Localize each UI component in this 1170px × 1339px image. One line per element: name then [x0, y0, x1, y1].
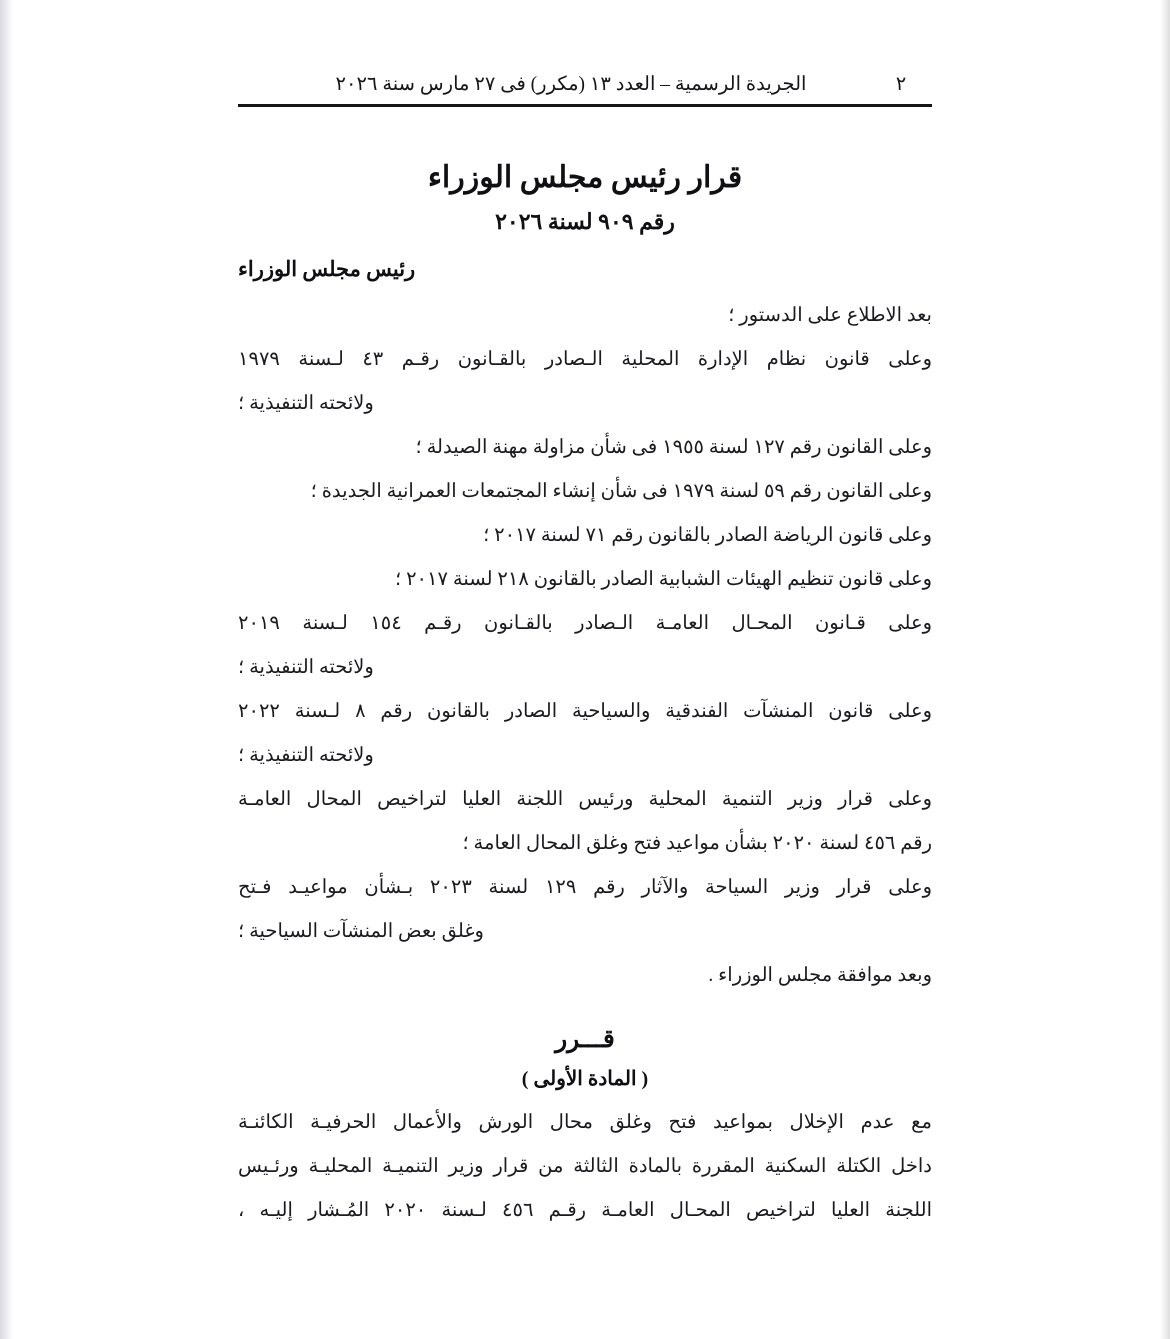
- decree-number: رقم ٩٠٩ لسنة ٢٠٢٦: [495, 209, 675, 234]
- recital-public-shops-law-154-2019-line: ولائحته التنفيذية ؛: [238, 657, 374, 678]
- recital-public-shops-law-154-2019-line: وعلى قـانون المحـال العامـة الـصادر بالقـانون رقـم ١٥٤ لـسنة ٢٠١٩: [238, 613, 933, 634]
- running-head-line: [238, 72, 932, 96]
- article-one-text-line: اللجنة العليا لتراخيص المحـال العامـة رقـم ٤٥٦ لـسنة ٢٠٢٠ المُـشار إليـه ،: [238, 1200, 932, 1221]
- page-number: ٢: [895, 74, 907, 95]
- recital-tourism-antiquities-minister-decree-129-2023: [238, 866, 932, 954]
- recital-cabinet-approval-line: وبعد موافقة مجلس الوزراء .: [708, 965, 932, 986]
- recital-constitution-line: بعد الاطلاع على الدستور ؛: [728, 305, 932, 326]
- article-one-heading: ( المادة الأولى ): [521, 1068, 649, 1090]
- running-title: الجريدة الرسمية – العدد ١٣ (مكرر) فى ٢٧ مارس سنة ٢٠٢٦: [335, 74, 807, 95]
- recital-pharmacy-law-127-1955: [238, 426, 932, 470]
- page-content: [238, 0, 932, 1339]
- preamble: [238, 294, 932, 998]
- recital-tourism-antiquities-minister-decree-129-2023-line: وعلى قرار وزير السياحة والآثار رقم ١٢٩ لسنة ٢٠٢٣ بـشأن مواعيـد فـتح: [238, 877, 932, 898]
- issuer-label: رئيس مجلس الوزراء: [238, 257, 416, 281]
- recital-local-administration-law-line: وعلى قانون نظام الإدارة المحلية الـصادر بالقـانون رقـم ٤٣ لـسنة ١٩٧٩: [238, 349, 932, 370]
- page-edge-shadow-left: [0, 0, 14, 1339]
- recital-youth-bodies-law-218-2017: [238, 558, 932, 602]
- recital-hotel-tourism-law-8-2022: [238, 690, 932, 778]
- header-divider: [238, 104, 932, 107]
- recital-sports-law-71-2017-line: وعلى قانون الرياضة الصادر بالقانون رقم ٧١ لسنة ٢٠١٧ ؛: [483, 525, 932, 546]
- recital-sports-law-71-2017: [238, 514, 932, 558]
- recital-local-administration-law-line: ولائحته التنفيذية ؛: [238, 393, 374, 414]
- recital-new-urban-communities-law-59-1979: [238, 470, 932, 514]
- recital-youth-bodies-law-218-2017-line: وعلى قانون تنظيم الهيئات الشبابية الصادر بالقانون ٢١٨ لسنة ٢٠١٧ ؛: [395, 569, 932, 590]
- document-title: قرار رئيس مجلس الوزراء: [427, 161, 743, 194]
- recital-cabinet-approval: [238, 954, 932, 998]
- recital-constitution: [238, 294, 932, 338]
- recital-hotel-tourism-law-8-2022-line: ولائحته التنفيذية ؛: [238, 745, 374, 766]
- recital-local-development-minister-decree-456-2020-line: رقم ٤٥٦ لسنة ٢٠٢٠ بشأن مواعيد فتح وغلق المحال العامة ؛: [462, 833, 932, 854]
- recital-local-development-minister-decree-456-2020-line: وعلى قرار وزير التنمية المحلية ورئيس اللجنة العليا لتراخيص المحال العامـة: [238, 789, 932, 810]
- issuer-line: [238, 257, 932, 282]
- running-head: [238, 0, 932, 132]
- article-one-text-line: داخل الكتلة السكنية المقررة بالمادة الثالثة من قرار وزير التنميـة المحليـة ورئـيس: [238, 1156, 932, 1177]
- recital-hotel-tourism-law-8-2022-line: وعلى قانون المنشآت الفندقية والسياحية الصادر بالقانون رقم ٨ لـسنة ٢٠٢٢: [238, 701, 932, 722]
- recital-new-urban-communities-law-59-1979-line: وعلى القانون رقم ٥٩ لسنة ١٩٧٩ فى شأن إنشاء المجتمعات العمرانية الجديدة ؛: [310, 481, 932, 502]
- recital-tourism-antiquities-minister-decree-129-2023-line: وغلق بعض المنشآت السياحية ؛: [238, 921, 484, 942]
- recital-public-shops-law-154-2019: [238, 602, 932, 690]
- recital-pharmacy-law-127-1955-line: وعلى القانون رقم ١٢٧ لسنة ١٩٥٥ فى شأن مزاولة مهنة الصيدلة ؛: [415, 437, 932, 458]
- recital-local-administration-law: [238, 338, 932, 426]
- article-one-text: [238, 1101, 932, 1233]
- page-edge-shadow-right: [1160, 0, 1170, 1339]
- decides-heading: قـــرر: [555, 1026, 615, 1053]
- article-one-body: [238, 1101, 932, 1233]
- article-one-text-line: مع عدم الإخلال بمواعيد فتح وغلق محال الورش والأعمال الحرفيـة الكائنـة: [238, 1112, 932, 1133]
- recital-local-development-minister-decree-456-2020: [238, 778, 932, 866]
